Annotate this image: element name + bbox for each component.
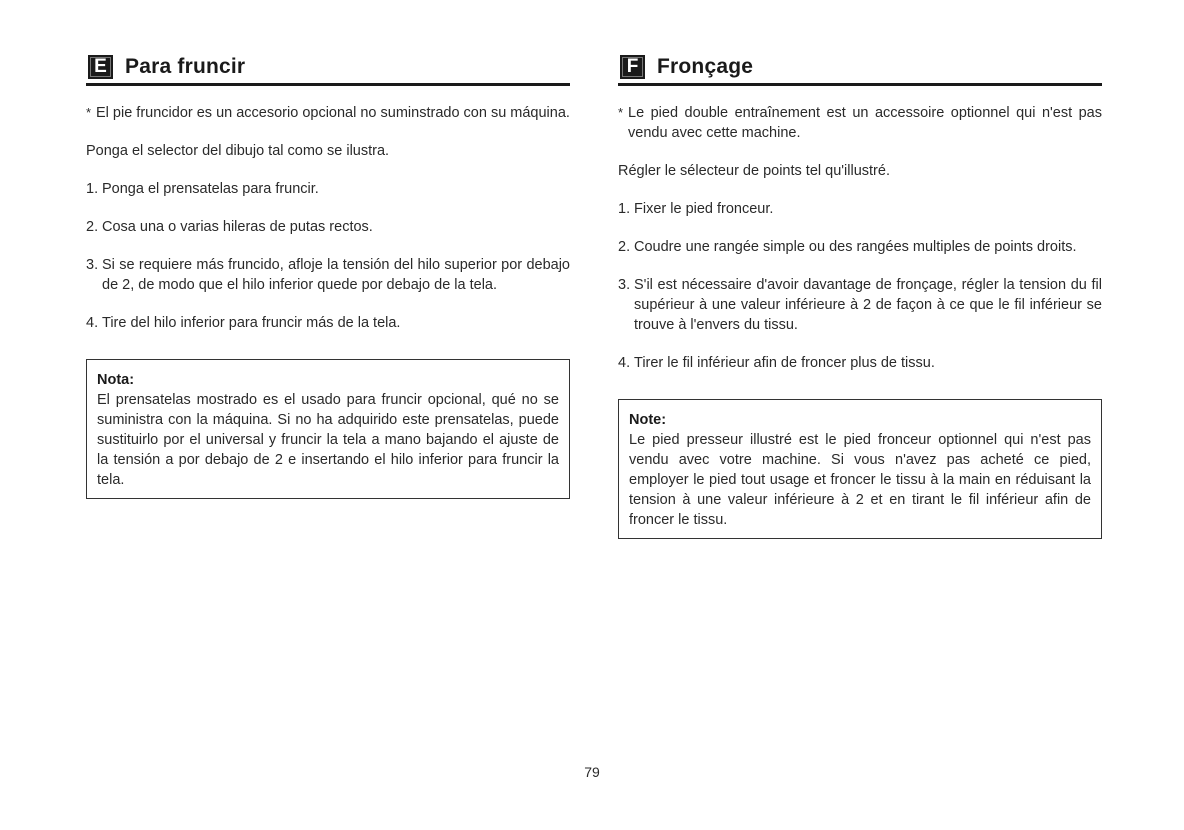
asterisk-mark: * [86,105,92,120]
intro-text: Régler le sélecteur de points tel qu'illustré. [618,163,890,179]
step-text: Si se requiere más fruncido, afloje la tensión del hilo superior por debajo de 2, de modo que el hilo inferior quede por debajo de la tela. [102,257,570,293]
step-text: Coudre une rangée simple ou des rangées multiples de points droits. [634,239,1077,255]
page-number: 79 [584,764,600,780]
optional-accessory-note [618,103,1102,143]
language-badge-f: F [620,55,645,79]
step-number: 1. [618,201,631,217]
bullet-text: Le pied double entraînement est un accessoire optionnel qui n'est pas vendu avec cette machine. [628,105,1102,141]
step-text: Fixer le pied fronceur. [634,201,774,217]
step-text: Tire del hilo inferior para fruncir más de la tela. [102,315,401,331]
step-item [86,217,570,237]
step-item [618,275,1102,335]
bullet-text: El pie fruncidor es un accesorio opcional no suminstrado con su máquina. [96,105,570,121]
note-box [618,399,1102,539]
section-title: Fronçage [657,55,754,78]
note-title: Note: [629,412,667,428]
spanish-section-header [86,53,570,86]
step-item [86,179,570,199]
step-item [86,313,570,333]
step-text: Cosa una o varias hileras de putas rectos. [102,219,373,235]
step-number: 4. [86,315,99,331]
note-text: El prensatelas mostrado es el usado para fruncir opcional, qué no se suministra con la máquina. Si no ha adquirido este prensatelas, puede sustituirlo por el universal y fruncir la tela a mano bajando el ajuste de la tensión a por debajo de 2 e insertando el hilo inferior para fruncir la tela. [97,392,559,488]
french-section-header [618,53,1102,86]
note-title: Nota: [97,372,135,388]
intro-text: Ponga el selector del dibujo tal como se ilustra. [86,143,390,159]
step-number: 4. [618,355,631,371]
step-item [618,237,1102,257]
spanish-section [86,53,570,499]
step-number: 2. [618,239,631,255]
note-box [86,359,570,499]
step-number: 2. [86,219,99,235]
step-number: 3. [618,277,631,293]
step-item [618,199,1102,219]
step-item [86,255,570,295]
french-section [618,53,1102,539]
language-badge-e: E [88,55,113,79]
step-item [618,353,1102,373]
step-text: Ponga el prensatelas para fruncir. [102,181,319,197]
step-number: 3. [86,257,99,273]
note-text: Le pied presseur illustré est le pied fronceur optionnel qui n'est pas vendu avec votre machine. Si vous n'avez pas acheté ce pied, employer le pied tout usage et froncer le tissu à la main en réduisant la tension à une valeur inférieure à 2 et en tirant le fil inférieur afin de froncer le tissu. [629,432,1091,528]
asterisk-mark: * [618,105,624,120]
optional-accessory-note [86,103,570,123]
section-title: Para fruncir [125,55,246,78]
step-number: 1. [86,181,99,197]
step-text: Tirer le fil inférieur afin de froncer plus de tissu. [634,355,935,371]
step-text: S'il est nécessaire d'avoir davantage de fronçage, régler la tension du fil supérieur à une valeur inférieure à 2 de façon à ce que le fil inférieur se trouve à l'envers du tissu. [634,277,1102,333]
